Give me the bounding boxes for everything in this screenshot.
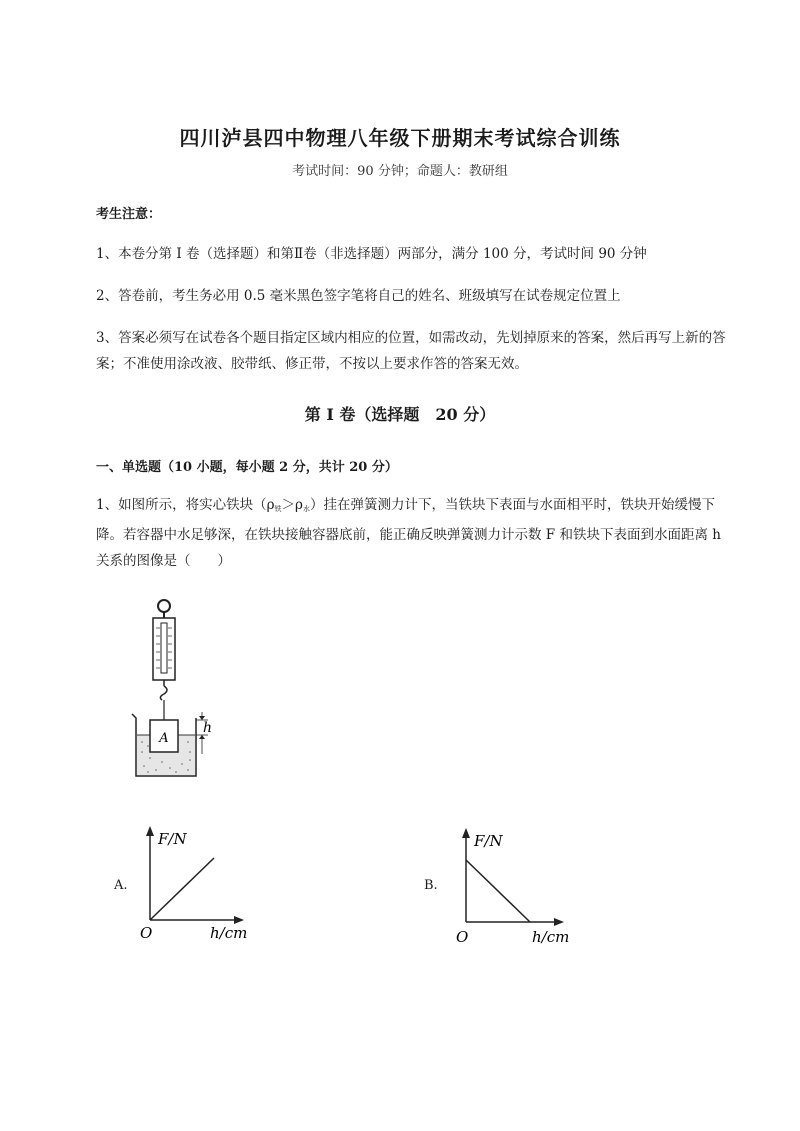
notice-heading: 考生注意： — [96, 207, 162, 222]
option-b-line — [466, 860, 530, 922]
spring-scale-figure — [126, 596, 226, 782]
option-b-label[interactable]: B. — [424, 878, 438, 893]
option-a-y-axis-label: F/N — [158, 830, 187, 848]
notice-item-2: 2、答卷前，考生务必用 0.5 毫米黑色签字笔将自己的姓名、班级填写在试卷规定位置上 — [96, 288, 621, 304]
question-1-text: 1、如图所示，将实心铁块$(\rho_铁>\rho_水)$挂在弹簧测力计下，当铁块下表面与水面相平时，铁块开始缓慢下降。若容器中水足够深，在铁块接触容器底前，能正确反映弹簧测力计示数 F 和铁块下表面到水面距离 h 关系的图像是（ ） — [96, 497, 721, 569]
option-a-graph[interactable] — [138, 822, 268, 952]
question-type-heading: 一、单选题（10 小题，每小题 2 分，共计 20 分） — [96, 460, 398, 475]
option-a-line — [150, 858, 214, 920]
option-a-origin-label: O — [140, 924, 153, 942]
option-b-x-axis-label: h/cm — [532, 928, 570, 946]
notice-item-1: 1、本卷分第 I 卷（选择题）和第Ⅱ卷（非选择题）两部分，满分 100 分，考试时间 90 分钟 — [96, 246, 647, 262]
block-label: A — [159, 731, 169, 746]
page-title: 四川泸县四中物理八年级下册期末考试综合训练 — [179, 126, 621, 150]
exam-info: 考试时间：90 分钟；命题人：教研组 — [292, 164, 508, 179]
depth-label: h — [203, 720, 213, 736]
option-b-graph[interactable] — [454, 822, 584, 952]
option-a-label[interactable]: A. — [114, 878, 128, 893]
option-b-y-axis-label: F/N — [474, 832, 503, 850]
section-title: 第 I 卷（选择题 20 分） — [304, 405, 496, 424]
option-b-origin-label: O — [456, 928, 469, 946]
option-a-x-axis-label: h/cm — [210, 924, 248, 942]
notice-item-3: 3、答案必须写在试卷各个题目指定区域内相应的位置，如需改动，先划掉原来的答案，然后再写上新的答案；不准使用涂改液、胶带纸、修正带，不按以上要求作答的答案无效。 — [96, 330, 726, 372]
